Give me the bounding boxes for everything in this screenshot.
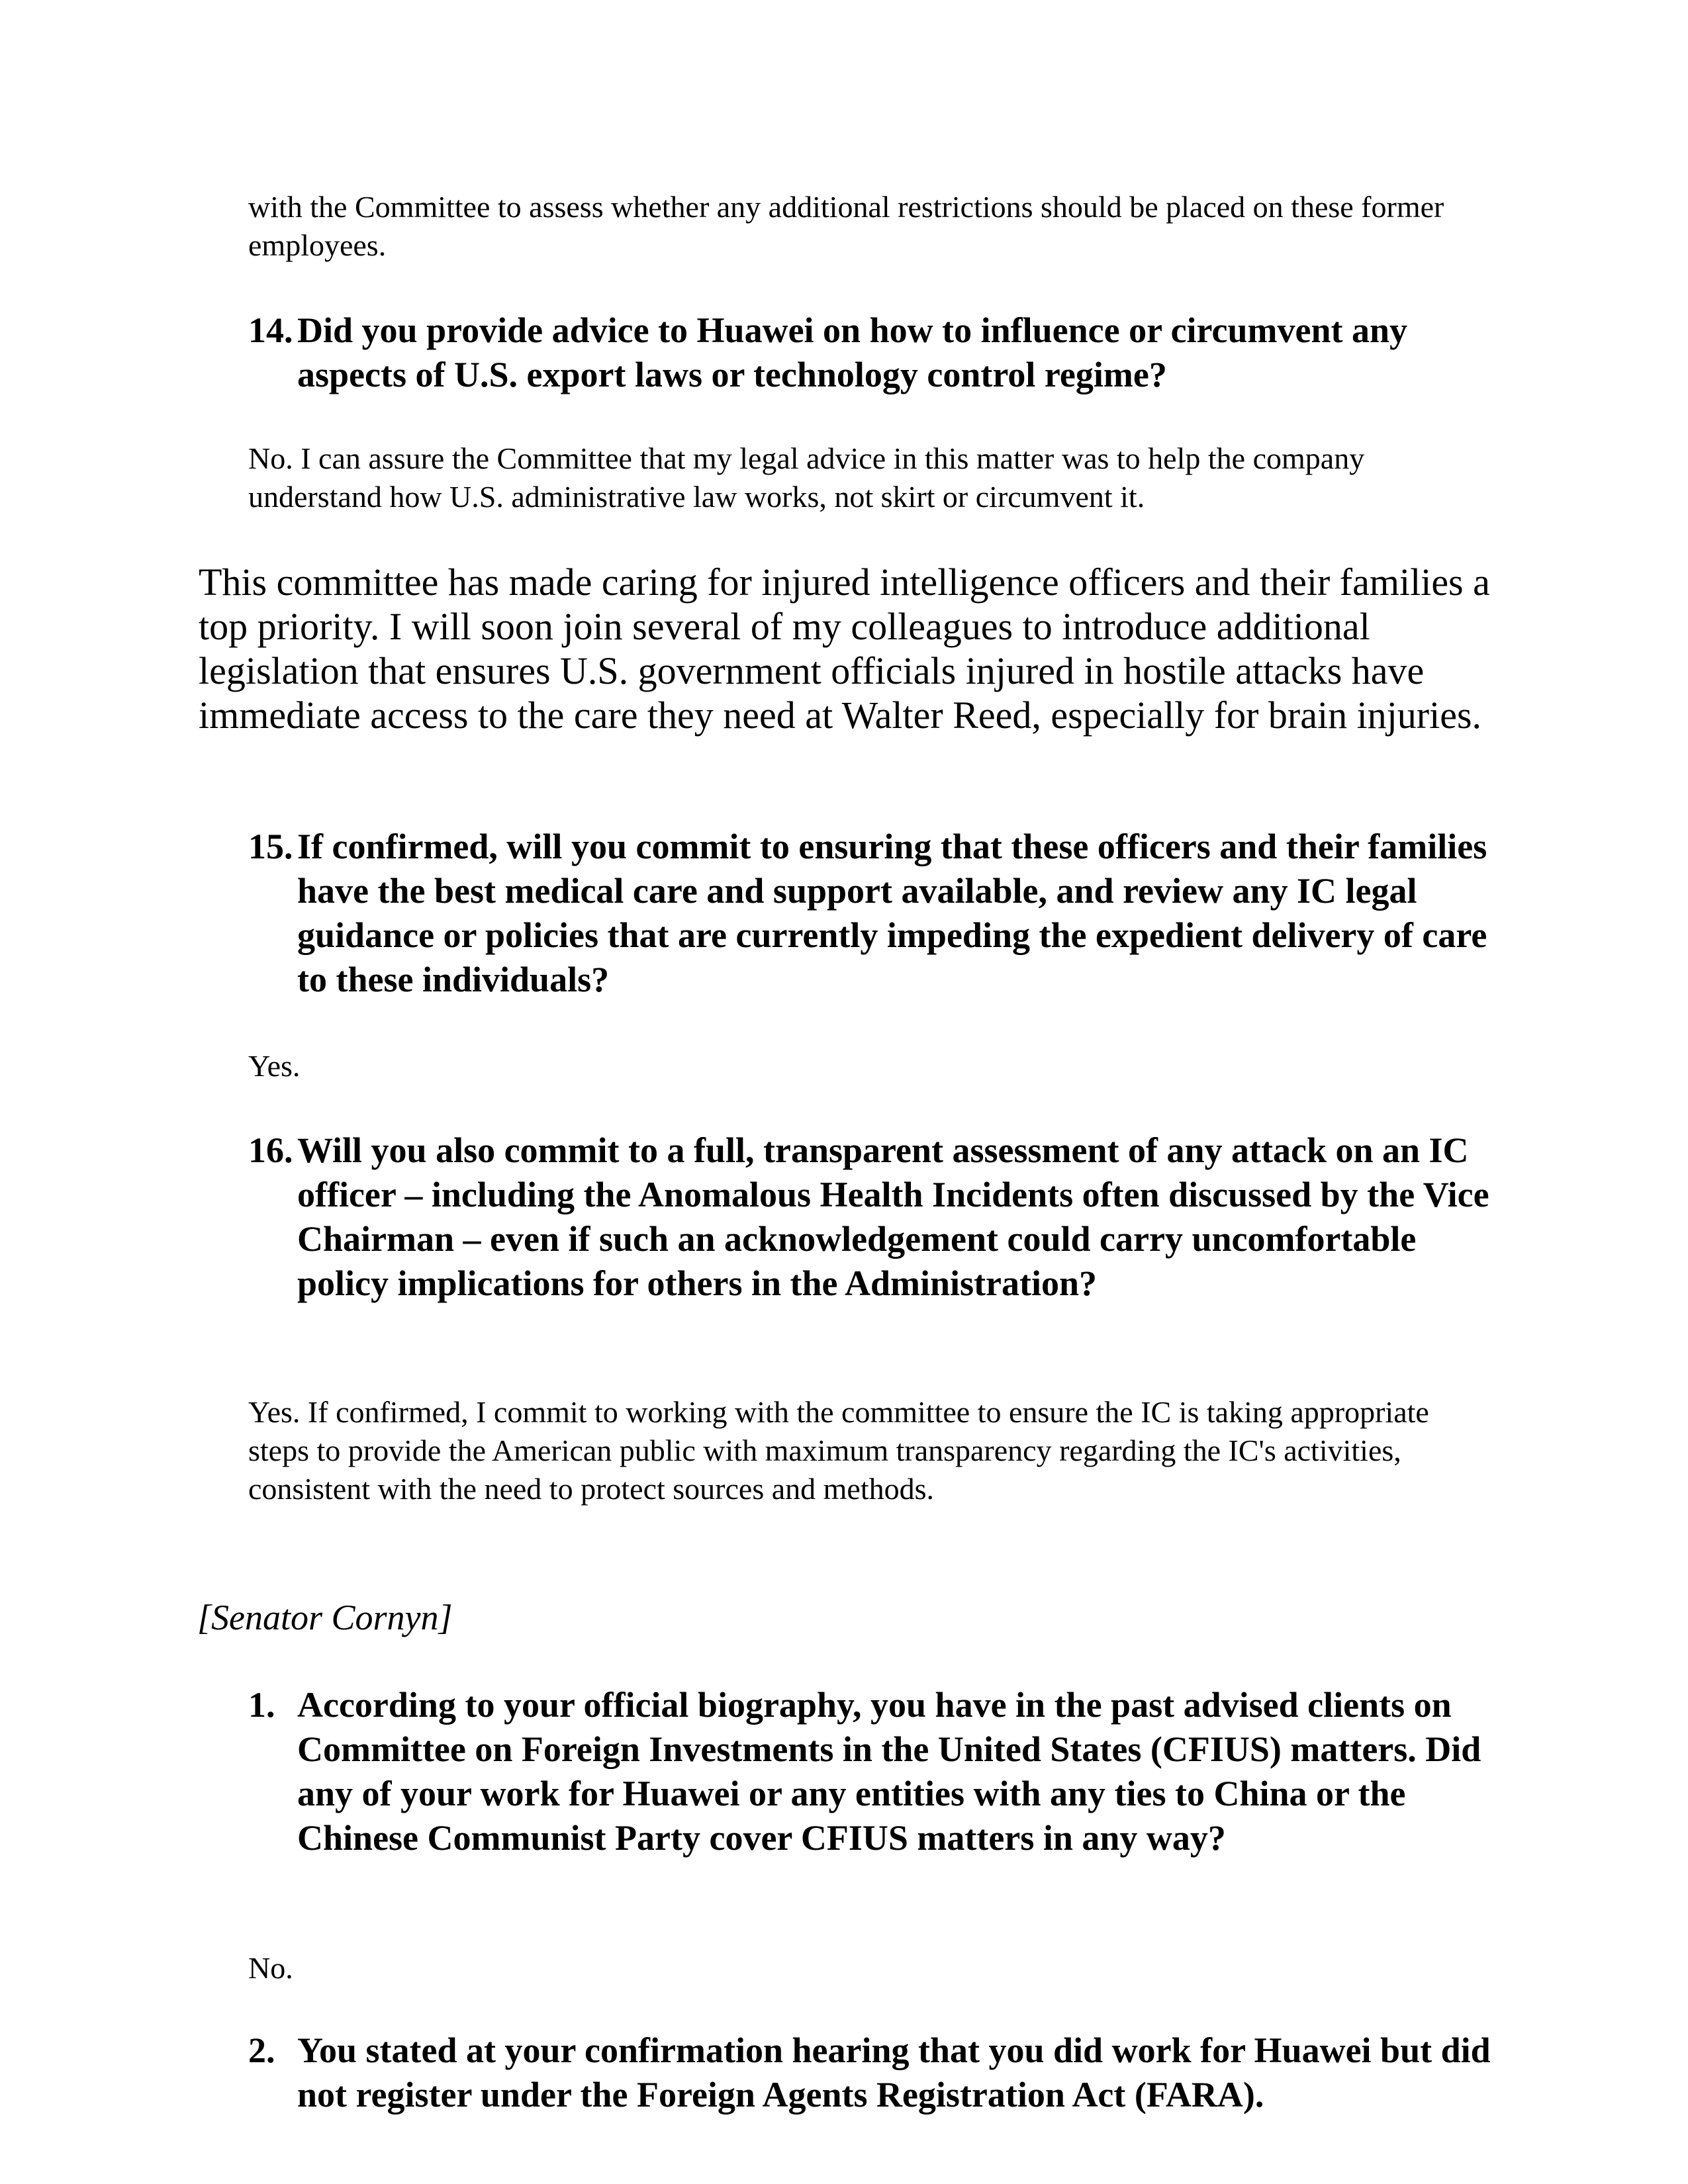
question-15-number: 15. [248,827,293,866]
cornyn-question-2 [248,2028,1493,2117]
question-14-number: 14. [248,310,293,350]
question-16 [248,1128,1493,1306]
intro-paragraph: This committee has made caring for injured intelligence officers and their families a top priority. I will soon join several of my colleagues to introduce additional legislation that ensures U.S. government officials injured in hostile attacks have immediate access to the care they need at Walter Reed, especially for brain injuries. [199,561,1490,737]
answer-14: No. I can assure the Committee that my legal advice in this matter was to help the company understand how U.S. administrative law works, not skirt or circumvent it. [248,441,1365,514]
cornyn-answer-1: No. [248,1951,293,1985]
cornyn-question-1 [248,1683,1493,1860]
question-14-text: Did you provide advice to Huawei on how to influence or circumvent any aspects of U.S. export laws or technology control regime? [297,310,1408,394]
senator-heading: [Senator Cornyn] [197,1598,453,1637]
cornyn-question-2-number: 2. [248,2030,275,2070]
question-16-number: 16. [248,1130,293,1170]
cornyn-question-2-text: You stated at your confirmation hearing that you did work for Huawei but did not register under the Foreign Agents Registration Act (FARA). [297,2030,1491,2115]
question-15-text: If confirmed, will you commit to ensuring that these officers and their families have the best medical care and support available, and review any IC legal guidance or policies that are currently impeding the expedient delivery of care to these individuals? [297,827,1487,999]
answer-15: Yes. [248,1049,301,1083]
answer-16: Yes. If confirmed, I commit to working with the committee to ensure the IC is taking appropriate steps to provide the American public with maximum transparency regarding the IC's activities, consistent with the need to protect sources and methods. [248,1395,1429,1506]
cornyn-question-1-text: According to your official biography, you have in the past advised clients on Committee on Foreign Investments in the United States (CFIUS) matters. Did any of your work for Huawei or any entities with any ties to China or the Chinese Communist Party cover CFIUS matters in any way? [297,1685,1481,1858]
question-14 [248,308,1493,397]
carryover-answer: with the Committee to assess whether any additional restrictions should be placed on these former employees. [248,190,1444,262]
question-16-text: Will you also commit to a full, transparent assessment of any attack on an IC officer – including the Anomalous Health Incidents often discussed by the Vice Chairman – even if such an acknowledgement could carry uncomfortable policy implications for others in the Administration? [297,1130,1489,1303]
question-15 [248,825,1493,1002]
cornyn-question-1-number: 1. [248,1685,275,1725]
